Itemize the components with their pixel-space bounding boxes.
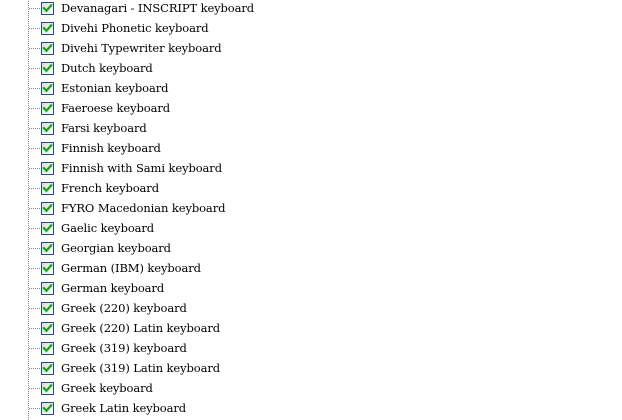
tree-item[interactable] [0, 358, 614, 378]
item-checkbox[interactable] [41, 202, 54, 215]
checkmark-icon [42, 243, 53, 254]
item-checkbox[interactable] [41, 182, 54, 195]
item-checkbox[interactable] [41, 242, 54, 255]
checkmark-icon [42, 3, 53, 14]
tree-branch-line [29, 328, 40, 329]
checkmark-icon [42, 263, 53, 274]
tree-branch-line [29, 88, 40, 89]
tree-branch-line [29, 308, 40, 309]
item-label: Finnish with Sami keyboard [61, 161, 222, 175]
tree-branch-line [29, 148, 40, 149]
tree-item[interactable] [0, 158, 614, 178]
tree-item[interactable] [0, 78, 614, 98]
item-checkbox[interactable] [41, 142, 54, 155]
tree-branch-line [29, 68, 40, 69]
tree-branch-line [29, 348, 40, 349]
item-label: FYRO Macedonian keyboard [61, 201, 226, 215]
item-checkbox[interactable] [41, 362, 54, 375]
tree-item[interactable] [0, 218, 614, 238]
tree-branch-line [29, 388, 40, 389]
tree-item[interactable] [0, 398, 614, 418]
item-checkbox[interactable] [41, 322, 54, 335]
checkmark-icon [42, 283, 53, 294]
checkmark-icon [42, 223, 53, 234]
item-checkbox[interactable] [41, 122, 54, 135]
item-checkbox[interactable] [41, 62, 54, 75]
item-checkbox[interactable] [41, 282, 54, 295]
checkmark-icon [42, 83, 53, 94]
checkmark-icon [42, 23, 53, 34]
tree-item[interactable] [0, 278, 614, 298]
item-label: Devanagari - INSCRIPT keyboard [61, 1, 255, 15]
item-label: French keyboard [61, 181, 159, 195]
tree-branch-line [29, 288, 40, 289]
tree-branch-line [29, 368, 40, 369]
tree-item[interactable] [0, 338, 614, 358]
item-label: Greek (220) Latin keyboard [61, 321, 221, 335]
tree-branch-line [29, 128, 40, 129]
item-label: Faeroese keyboard [61, 101, 171, 115]
item-checkbox[interactable] [41, 42, 54, 55]
tree-branch-line [29, 8, 40, 9]
item-label: Estonian keyboard [61, 81, 169, 95]
checkmark-icon [42, 203, 53, 214]
item-checkbox[interactable] [41, 82, 54, 95]
item-checkbox[interactable] [41, 382, 54, 395]
checkmark-icon [42, 123, 53, 134]
item-label: Greek (319) keyboard [61, 341, 187, 355]
tree-branch-line [29, 248, 40, 249]
item-checkbox[interactable] [41, 342, 54, 355]
tree-branch-line [29, 108, 40, 109]
tree-item[interactable] [0, 58, 614, 78]
checkmark-icon [42, 363, 53, 374]
checkmark-icon [42, 183, 53, 194]
item-checkbox[interactable] [41, 402, 54, 415]
tree-item[interactable] [0, 258, 614, 278]
tree-item[interactable] [0, 138, 614, 158]
tree-item[interactable] [0, 298, 614, 318]
checkmark-icon [42, 163, 53, 174]
checkmark-icon [42, 103, 53, 114]
item-label: German (IBM) keyboard [61, 261, 201, 275]
checkmark-icon [42, 43, 53, 54]
item-label: Farsi keyboard [61, 121, 147, 135]
checkmark-icon [42, 383, 53, 394]
checkmark-icon [42, 343, 53, 354]
tree-item[interactable] [0, 98, 614, 118]
tree-item[interactable] [0, 178, 614, 198]
tree-branch-line [29, 408, 40, 409]
tree-item[interactable] [0, 0, 614, 18]
item-label: Greek keyboard [61, 381, 153, 395]
tree-item[interactable] [0, 198, 614, 218]
right-edge [614, 0, 622, 420]
item-label: Greek Latin keyboard [61, 401, 187, 415]
item-label: Georgian keyboard [61, 241, 171, 255]
checkmark-icon [42, 143, 53, 154]
item-label: Gaelic keyboard [61, 221, 155, 235]
item-checkbox[interactable] [41, 222, 54, 235]
tree-branch-line [29, 208, 40, 209]
item-checkbox[interactable] [41, 22, 54, 35]
tree-item[interactable] [0, 18, 614, 38]
checkmark-icon [42, 63, 53, 74]
item-checkbox[interactable] [41, 262, 54, 275]
tree-branch-line [29, 228, 40, 229]
item-label: Greek (220) keyboard [61, 301, 187, 315]
item-label: Greek (319) Latin keyboard [61, 361, 221, 375]
item-checkbox[interactable] [41, 162, 54, 175]
item-checkbox[interactable] [41, 2, 54, 15]
item-label: Dutch keyboard [61, 61, 153, 75]
tree-item[interactable] [0, 118, 614, 138]
tree-item[interactable] [0, 238, 614, 258]
tree-item[interactable] [0, 318, 614, 338]
tree-branch-line [29, 268, 40, 269]
item-label: Divehi Phonetic keyboard [61, 21, 209, 35]
item-checkbox[interactable] [41, 102, 54, 115]
checkmark-icon [42, 303, 53, 314]
item-checkbox[interactable] [41, 302, 54, 315]
checkmark-icon [42, 403, 53, 414]
tree-branch-line [29, 28, 40, 29]
tree-branch-line [29, 168, 40, 169]
checkmark-icon [42, 323, 53, 334]
tree-item[interactable] [0, 38, 614, 58]
tree-branch-line [29, 188, 40, 189]
item-label: Finnish keyboard [61, 141, 161, 155]
item-label: German keyboard [61, 281, 165, 295]
item-label: Divehi Typewriter keyboard [61, 41, 222, 55]
tree-item[interactable] [0, 378, 614, 398]
tree-branch-line [29, 48, 40, 49]
